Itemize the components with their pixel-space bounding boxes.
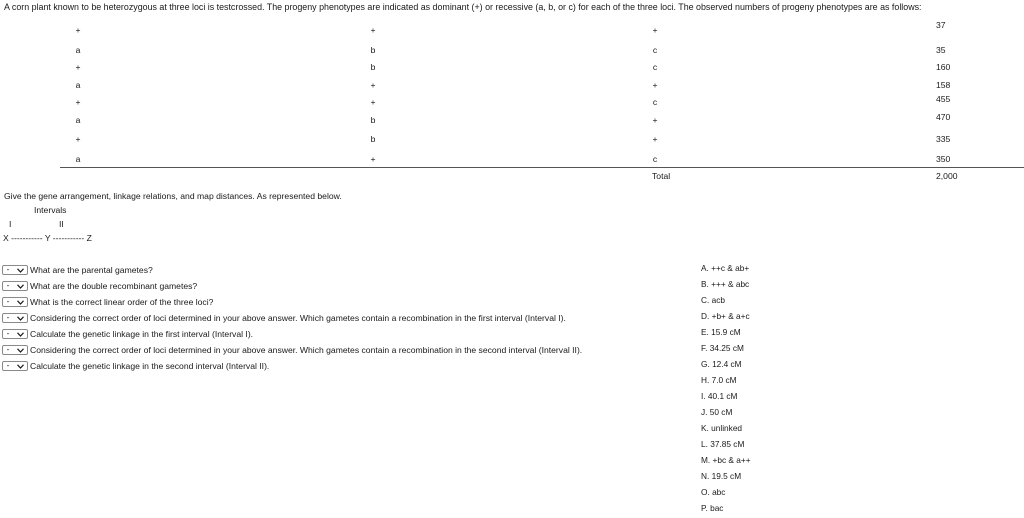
answer-option: N. 19.5 cM (701, 471, 742, 481)
question-row (2, 343, 582, 357)
locus-b-phenotype: b (370, 115, 376, 125)
total-label: Total (652, 171, 671, 181)
locus-c-phenotype: c (652, 62, 658, 72)
locus-c-phenotype: c (652, 97, 658, 107)
locus-a-phenotype: + (75, 25, 81, 35)
question-row (2, 327, 253, 341)
answer-select[interactable] (2, 281, 28, 291)
locus-c-phenotype: + (652, 25, 658, 35)
question-row (2, 311, 566, 325)
locus-c-phenotype: c (652, 45, 658, 55)
chevron-down-icon (13, 364, 27, 369)
answer-select-value: - (6, 345, 10, 354)
answer-select-value: - (6, 297, 10, 306)
answer-select[interactable] (2, 265, 28, 275)
progeny-count: 470 (936, 112, 951, 122)
chevron-down-icon (13, 300, 27, 305)
locus-b-phenotype: + (370, 25, 376, 35)
chevron-down-icon (13, 332, 27, 337)
locus-b-phenotype: + (370, 154, 376, 164)
question-row (2, 263, 153, 277)
locus-a-phenotype: a (75, 154, 81, 164)
chevron-down-icon (13, 284, 27, 289)
interval-one-label: I (9, 219, 12, 229)
locus-a-phenotype: + (75, 134, 81, 144)
answer-option: K. unlinked (701, 423, 743, 433)
answer-select-value: - (6, 329, 10, 338)
answer-select-value: - (6, 313, 10, 322)
progeny-count: 37 (936, 20, 946, 30)
question-row (2, 359, 269, 373)
progeny-count: 350 (936, 154, 951, 164)
locus-b-phenotype: b (370, 62, 376, 72)
locus-c-phenotype: + (652, 80, 658, 90)
locus-b-phenotype: + (370, 97, 376, 107)
locus-b-phenotype: + (370, 80, 376, 90)
locus-a-phenotype: + (75, 97, 81, 107)
locus-c-phenotype: + (652, 115, 658, 125)
answer-select[interactable] (2, 345, 28, 355)
progeny-count: 455 (936, 94, 951, 104)
question-text: What are the double recombinant gametes? (30, 281, 198, 291)
answer-select[interactable] (2, 361, 28, 371)
locus-a-phenotype: + (75, 62, 81, 72)
answer-option: C. acb (701, 295, 725, 305)
answer-select-value: - (6, 361, 10, 370)
locus-b-phenotype: b (370, 45, 376, 55)
answer-option: M. +bc & a++ (701, 455, 751, 465)
progeny-count: 35 (936, 45, 946, 55)
problem-statement: A corn plant known to be heterozygous at three loci is testcrossed. The progeny phenotypes are indicated as dominant (+) or recessive (a, b, or c) for each of the three loci. The observed numbers of progeny phenotypes are as follows: (4, 2, 922, 12)
locus-c-phenotype: c (652, 154, 658, 164)
locus-b-phenotype: b (370, 134, 376, 144)
question-text: Calculate the genetic linkage in the first interval (Interval I). (30, 329, 254, 339)
answer-option: G. 12.4 cM (701, 359, 742, 369)
answer-option: D. +b+ & a+c (701, 311, 750, 321)
total-divider (60, 167, 1024, 168)
progeny-count: 160 (936, 62, 951, 72)
total-value: 2,000 (936, 171, 958, 181)
progeny-count: 335 (936, 134, 951, 144)
answer-option: L. 37.85 cM (701, 439, 745, 449)
progeny-count: 158 (936, 80, 951, 90)
answer-select-value: - (6, 265, 10, 274)
question-text: Considering the correct order of loci determined in your above answer. Which gametes contain a recombination in the first interval (Interval I). (30, 313, 566, 323)
answer-option: J. 50 cM (701, 407, 733, 417)
interval-two-label: II (59, 219, 64, 229)
question-text: Calculate the genetic linkage in the second interval (Interval II). (30, 361, 270, 371)
question-text: What is the correct linear order of the three loci? (30, 297, 214, 307)
answer-option: A. ++c & ab+ (701, 263, 750, 273)
intervals-label: Intervals (34, 205, 67, 215)
answer-option: B. +++ & abc (701, 279, 750, 289)
question-text: What are the parental gametes? (30, 265, 153, 275)
chevron-down-icon (13, 348, 27, 353)
instruction-text: Give the gene arrangement, linkage relations, and map distances. As represented below. (4, 191, 342, 201)
gene-map-line: X ----------- Y ----------- Z (3, 233, 92, 243)
answer-option: I. 40.1 cM (701, 391, 738, 401)
locus-c-phenotype: + (652, 134, 658, 144)
chevron-down-icon (13, 268, 27, 273)
locus-a-phenotype: a (75, 45, 81, 55)
answer-select[interactable] (2, 313, 28, 323)
question-row (2, 279, 197, 293)
chevron-down-icon (13, 316, 27, 321)
question-row (2, 295, 213, 309)
answer-select[interactable] (2, 297, 28, 307)
answer-select-value: - (6, 281, 10, 290)
answer-option: P. bac (701, 503, 724, 513)
answer-option: E. 15.9 cM (701, 327, 741, 337)
answer-option: H. 7.0 cM (701, 375, 737, 385)
answer-option: O. abc (701, 487, 726, 497)
locus-a-phenotype: a (75, 80, 81, 90)
locus-a-phenotype: a (75, 115, 81, 125)
question-text: Considering the correct order of loci determined in your above answer. Which gametes contain a recombination in the second interval (Interval II). (30, 345, 583, 355)
answer-select[interactable] (2, 329, 28, 339)
answer-option: F. 34.25 cM (701, 343, 744, 353)
